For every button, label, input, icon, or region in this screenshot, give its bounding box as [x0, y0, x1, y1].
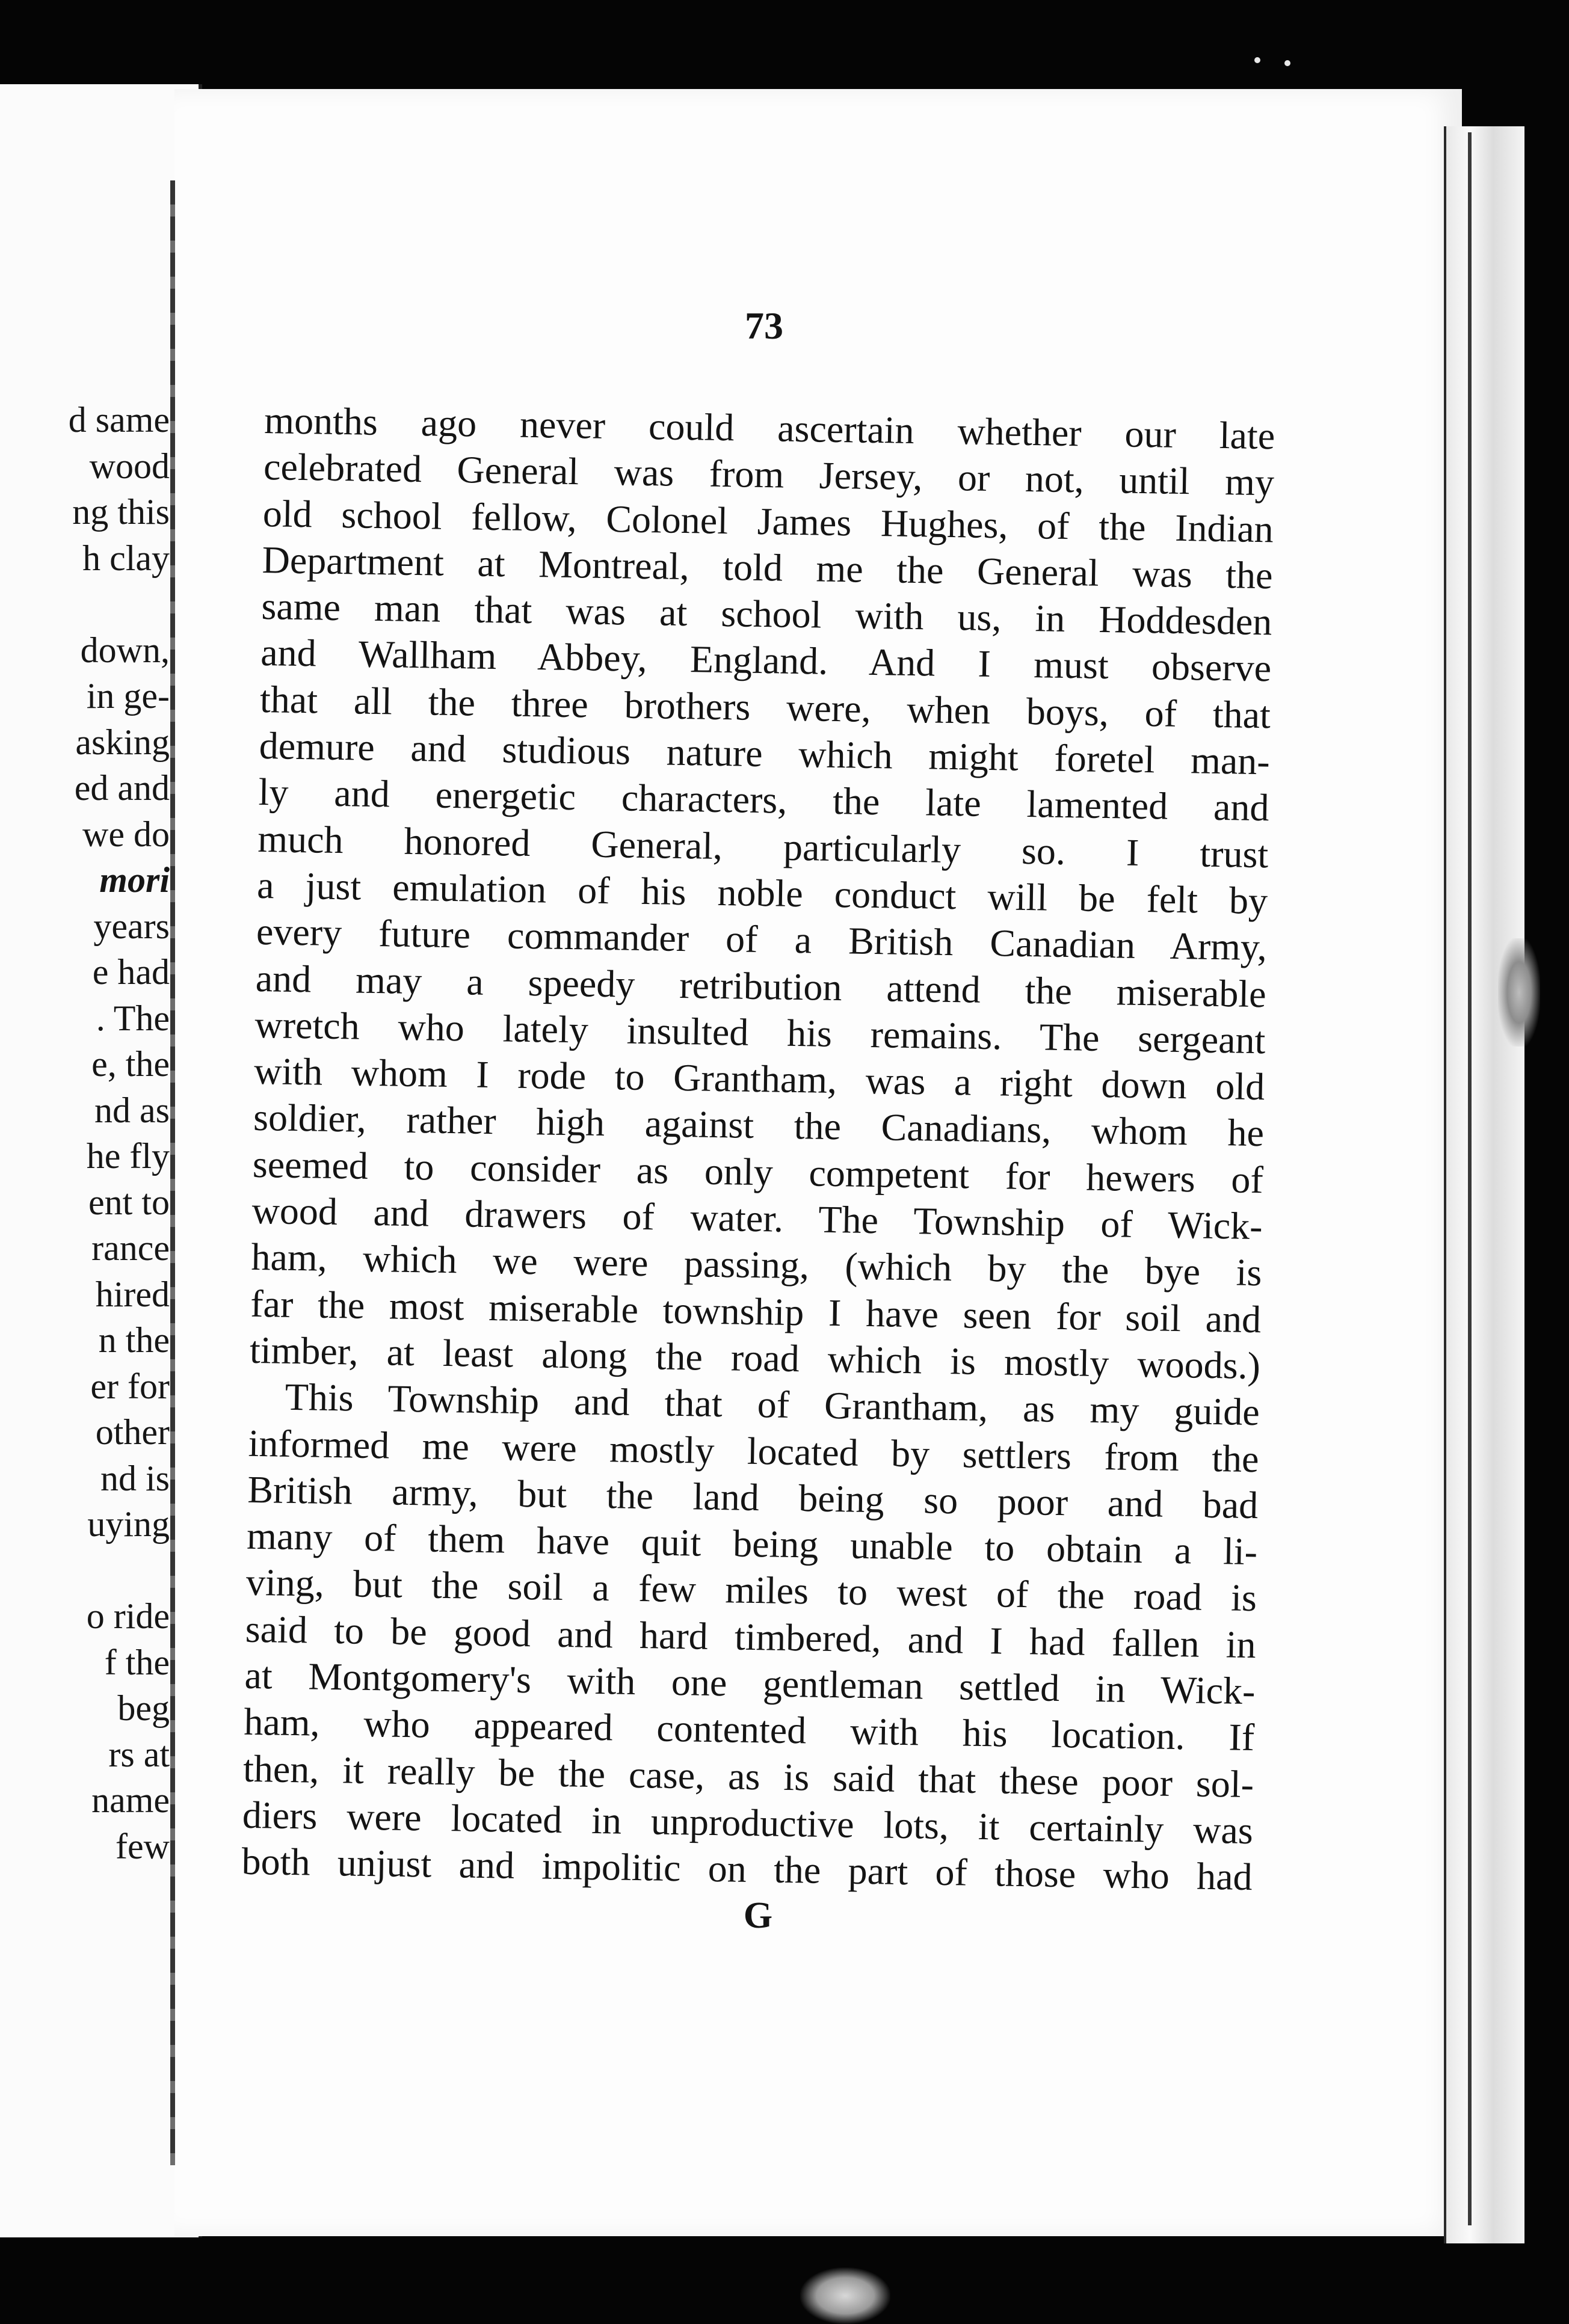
text-line: ly and energetic characters, the late lamented and [258, 770, 1270, 829]
left-line: er for [90, 1366, 170, 1406]
text-line: seemed to consider as only competent for hewers of [252, 1142, 1264, 1201]
left-line: h clay [82, 538, 170, 578]
left-line: ent to [88, 1182, 170, 1222]
left-line: f the [104, 1642, 170, 1682]
text-line: Department at Montreal, told me the General was the [262, 538, 1274, 597]
text-line: that all the three brothers were, when boys, of that [259, 677, 1271, 737]
left-line: beg [117, 1688, 170, 1728]
left-line: other [95, 1412, 170, 1452]
text-line: then, it really be the case, as is said that these poor sol- [242, 1747, 1254, 1806]
left-line: we do [82, 814, 170, 854]
left-line: in ge- [86, 676, 170, 716]
left-line: rs at [108, 1734, 170, 1774]
text-line: said to be good and hard timbered, and I had fallen in [245, 1607, 1257, 1666]
page-edge-line [1468, 132, 1472, 2225]
text-line: both unjust and impolitic on the part of those who had [241, 1839, 1253, 1899]
text-line: and may a speedy retribution attend the miserable [255, 956, 1267, 1015]
text-line: diers were located in unproductive lots, it certainly was [242, 1793, 1254, 1852]
text-line: ving, but the soil a few miles to west of the road is [245, 1561, 1257, 1620]
left-line: mori [99, 860, 170, 900]
text-line: months ago never could ascertain whether our late [264, 398, 1275, 458]
left-line: ng this [72, 492, 170, 532]
paragraph-start-line: This Township and that of Grantham, as my guide [285, 1375, 1260, 1434]
printer-signature-mark: G [743, 1895, 773, 1936]
left-line: uying [87, 1504, 170, 1544]
dust-speck [1284, 60, 1290, 66]
left-line: he fly [86, 1136, 170, 1176]
left-line: few [116, 1826, 170, 1866]
text-line: wood and drawers of water. The Township of Wick- [251, 1188, 1263, 1248]
paper-tear-mark [1498, 938, 1540, 1047]
text-line: every future commander of a British Canadian Army, [256, 910, 1268, 969]
left-line: rance [91, 1228, 170, 1268]
left-line: e had [92, 952, 170, 992]
left-line: n the [98, 1320, 170, 1360]
text-line: celebrated General was from Jersey, or not, until my [263, 445, 1275, 504]
left-line: years [93, 906, 170, 946]
text-line: informed me were mostly located by settlers from the [248, 1421, 1260, 1480]
text-line: with whom I rode to Grantham, was a right down old [253, 1050, 1265, 1108]
left-line: name [91, 1780, 170, 1820]
dust-speck [1254, 57, 1260, 63]
left-line: e, the [91, 1044, 170, 1084]
text-line: demure and studious nature which might foretel man- [259, 724, 1271, 783]
left-line: hired [95, 1274, 170, 1314]
text-line: timber, at least along the road which is mostly woods.) [249, 1328, 1261, 1388]
text-line: a just emulation of his noble conduct will be felt by [256, 863, 1268, 923]
left-line: nd is [100, 1458, 170, 1498]
text-line: British army, but the land being so poor and bad [247, 1468, 1259, 1526]
text-line: ham, who appeared contented with his location. If [243, 1700, 1255, 1759]
text-line: at Montgomery's with one gentleman settled in Wick- [244, 1653, 1256, 1713]
left-line: wood [89, 446, 170, 486]
left-line: . The [96, 998, 170, 1038]
left-line: nd as [94, 1090, 170, 1130]
page-body-text [241, 397, 1275, 1901]
paper-fragment [800, 2267, 890, 2324]
text-line: old school fellow, Colonel James Hughes, of the Indian [262, 491, 1274, 550]
left-line: asking [75, 722, 170, 762]
text-line: same man that was at school with us, in Hoddesden [260, 585, 1272, 644]
text-line: soldier, rather high against the Canadians, whom he [253, 1096, 1265, 1155]
book-spine-gutter [170, 180, 175, 2165]
text-line: far the most miserable township I have seen for soil and [250, 1282, 1262, 1341]
text-line: and Wallham Abbey, England. And I must observe [260, 631, 1272, 690]
left-line: down, [80, 630, 170, 670]
left-line-gap [69, 581, 170, 627]
page-number: 73 [745, 304, 783, 347]
left-line: ed and [74, 768, 170, 808]
page-edge-stack [1444, 126, 1524, 2243]
left-line: d same [68, 400, 170, 440]
left-page-text [69, 397, 170, 1869]
left-line: o ride [86, 1596, 170, 1636]
text-line: wretch who lately insulted his remains. The sergeant [254, 1003, 1266, 1062]
text-line: ham, which we were passing, (which by the bye is [250, 1235, 1262, 1294]
left-line-gap [69, 1548, 170, 1594]
text-line: many of them have quit being unable to obtain a li- [246, 1514, 1258, 1573]
text-line: much honored General, particularly so. I trust [257, 817, 1269, 876]
